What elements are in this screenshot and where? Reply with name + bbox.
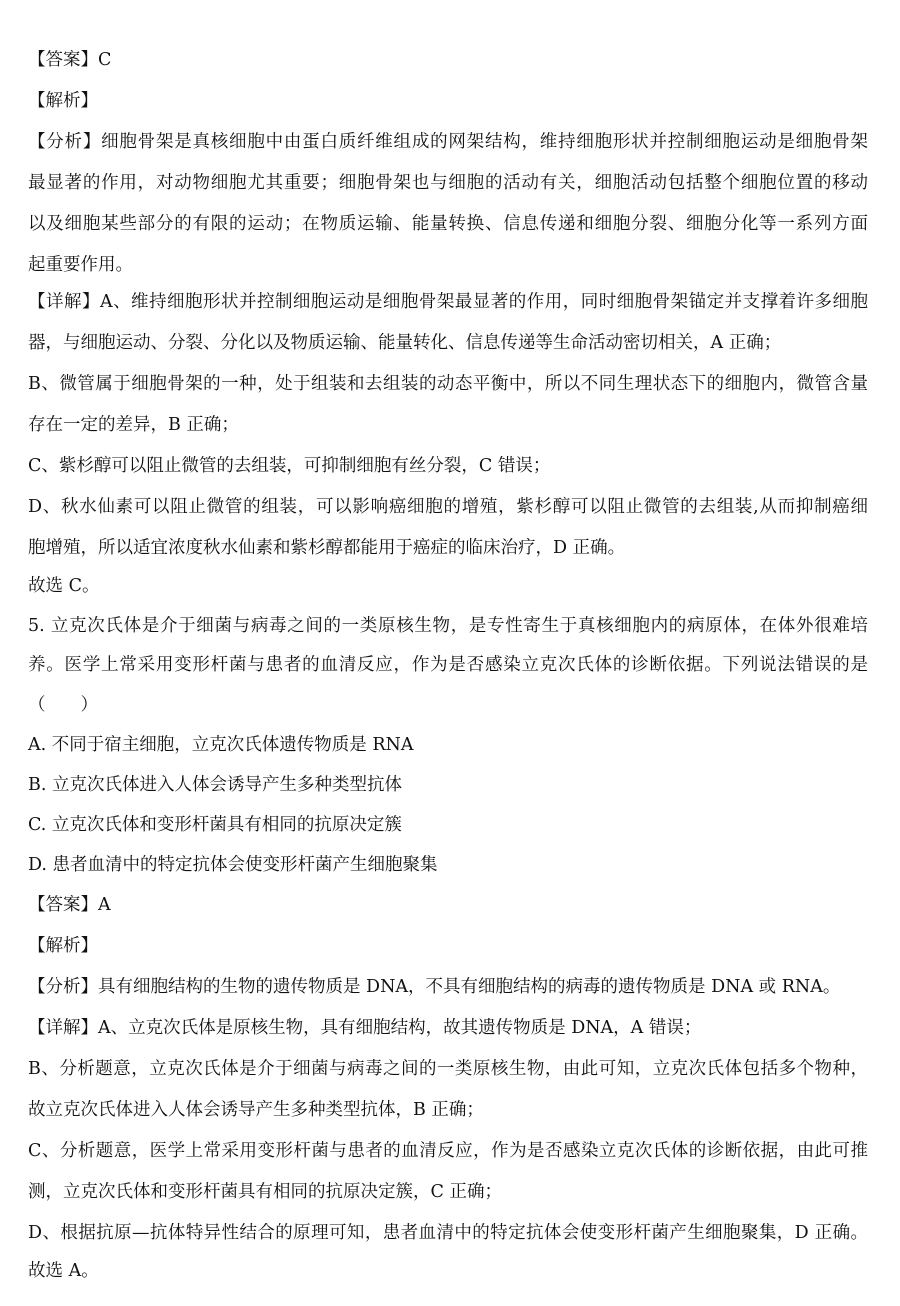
answer-label: 【答案】A (28, 895, 111, 915)
analysis-line: 【分析】细胞骨架是真核细胞中由蛋白质纤维组成的网架结构，维持细胞形状并控制细胞运动是细胞骨架 (28, 132, 868, 152)
option-b: B. 立克次氏体进入人体会诱导产生多种类型抗体 (28, 775, 402, 795)
detail-line: B、分析题意，立克次氏体是介于细菌与病毒之间的一类原核生物，由此可知，立克次氏体包括多个物种， (28, 1059, 868, 1079)
option-c: C. 立克次氏体和变形杆菌具有相同的抗原决定簇 (28, 815, 402, 835)
conclusion-line: 故选 A。 (28, 1261, 99, 1281)
analysis-line: 以及细胞某些部分的有限的运动；在物质运输、能量转换、信息传递和细胞分裂、细胞分化等一系列方面 (28, 214, 868, 234)
detail-line: C、分析题意，医学上常采用变形杆菌与患者的血清反应，作为是否感染立克次氏体的诊断依据，由此可推 (28, 1141, 868, 1161)
detail-line: B、微管属于细胞骨架的一种，处于组装和去组装的动态平衡中，所以不同生理状态下的细胞内，微管含量 (28, 374, 868, 394)
explanation-label: 【解析】 (28, 936, 98, 956)
answer-label: 【答案】C (28, 50, 112, 70)
detail-line: 【详解】A、维持细胞形状并控制细胞运动是细胞骨架最显著的作用，同时细胞骨架锚定并支撑着许多细胞 (28, 292, 868, 312)
analysis-line: 最显著的作用，对动物细胞尤其重要；细胞骨架也与细胞的活动有关，细胞活动包括整个细胞位置的移动 (28, 173, 868, 193)
detail-line: 【详解】A、立克次氏体是原核生物，具有细胞结构，故其遗传物质是 DNA，A 错误； (28, 1018, 702, 1038)
analysis-line: 起重要作用。 (28, 255, 133, 275)
detail-line: 存在一定的差异，B 正确； (28, 415, 239, 435)
detail-line: 故立克次氏体进入人体会诱导产生多种类型抗体，B 正确； (28, 1100, 484, 1120)
detail-line: 器，与细胞运动、分裂、分化以及物质运输、能量转化、信息传递等生命活动密切相关，A 正确； (28, 333, 782, 353)
analysis-line: 【分析】具有细胞结构的生物的遗传物质是 DNA，不具有细胞结构的病毒的遗传物质是 DNA 或 RNA。 (28, 977, 841, 997)
conclusion-line: 故选 C。 (28, 576, 100, 596)
detail-line: 测，立克次氏体和变形杆菌具有相同的抗原决定簇，C 正确； (28, 1182, 502, 1202)
detail-line: C、紫杉醇可以阻止微管的去组装，可抑制细胞有丝分裂，C 错误； (28, 456, 551, 476)
answer-blank: （ ） (28, 695, 98, 715)
detail-line: D、根据抗原—抗体特异性结合的原理可知，患者血清中的特定抗体会使变形杆菌产生细胞聚集，D 正确。 (28, 1223, 868, 1243)
explanation-label: 【解析】 (28, 91, 98, 111)
option-d: D. 患者血清中的特定抗体会使变形杆菌产生细胞聚集 (28, 855, 438, 875)
question-stem-line: 5. 立克次氏体是介于细菌与病毒之间的一类原核生物，是专性寄生于真核细胞内的病原体，在体外很难培 (28, 616, 868, 636)
detail-line: 胞增殖，所以适宜浓度秋水仙素和紫杉醇都能用于癌症的临床治疗，D 正确。 (28, 538, 626, 558)
detail-line: D、秋水仙素可以阻止微管的组装，可以影响癌细胞的增殖，紫杉醇可以阻止微管的去组装,从而抑制癌细 (28, 497, 868, 517)
option-a: A. 不同于宿主细胞，立克次氏体遗传物质是 RNA (28, 735, 414, 755)
question-stem-line: 养。医学上常采用变形杆菌与患者的血清反应，作为是否感染立克次氏体的诊断依据。下列说法错误的是 (28, 655, 868, 675)
